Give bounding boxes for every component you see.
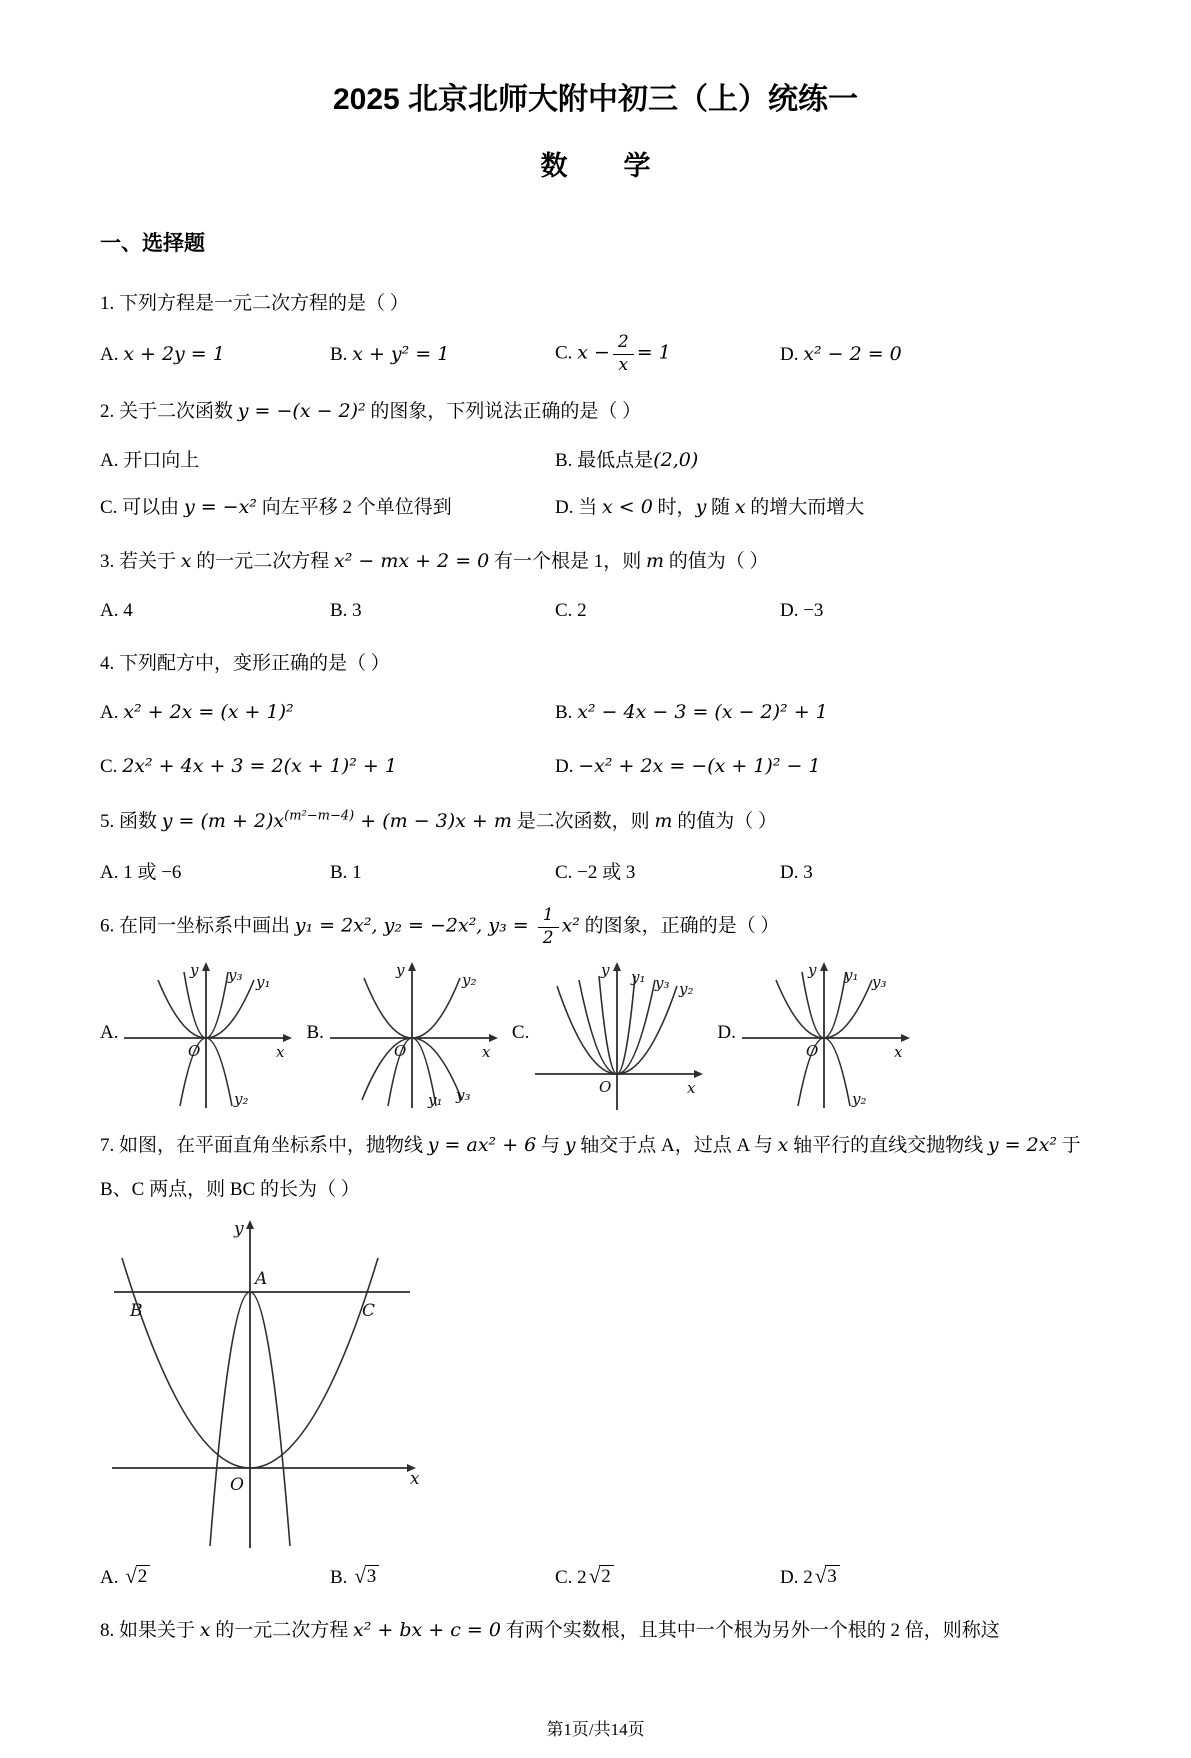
text-segment: 的值为（ ）: [672, 810, 777, 832]
curve-label: y₁: [256, 973, 271, 992]
radical: [815, 1565, 840, 1589]
curve-label: y₃: [655, 974, 670, 993]
text-segment: C. 2: [555, 1566, 587, 1588]
text-segment: 轴平行的直线交抛物线: [788, 1135, 988, 1157]
q2-options-row2: [100, 491, 1091, 524]
q2-option-d: [555, 491, 1091, 524]
q3-options: [100, 594, 1091, 627]
text-segment: x² − 4x − 3 = (x − 2)² + 1: [577, 701, 828, 724]
text-segment: 7. 如图，在平面直角坐标系中，抛物线: [100, 1135, 428, 1157]
x-axis-arrow: [694, 1070, 703, 1078]
q6-graph-b: [306, 960, 497, 1110]
x-axis-arrow: [901, 1034, 910, 1042]
text-segment: C. 2: [555, 599, 587, 621]
q1-option-b: [330, 338, 555, 371]
origin-label: O: [393, 1042, 407, 1061]
radical: [125, 1565, 150, 1589]
q1-option-c: [555, 334, 780, 375]
q2-option-b: [555, 444, 1091, 477]
q6-graph-c-label: C.: [511, 1022, 530, 1044]
x-label: x: [481, 1043, 491, 1062]
q1-stem: [100, 287, 1091, 320]
q4-option-a: [100, 696, 555, 729]
text-segment: 于 B、C 两点，则 BC 的长为（ ）: [100, 1135, 1081, 1200]
curve-label: y₁: [427, 1091, 443, 1110]
text-segment: 是二次函数，则: [511, 810, 655, 832]
curve-label: y₂: [234, 1090, 249, 1109]
text-segment: x: [777, 1134, 789, 1157]
q4-options-row2: [100, 750, 1091, 783]
x-label: x: [410, 1468, 420, 1489]
y-axis-arrow: [613, 962, 621, 971]
q5-stem: [100, 805, 1091, 838]
text-segment: y₁ = 2x², y₂ = −2x², y₃ =: [294, 915, 535, 938]
x-label: x: [687, 1079, 696, 1098]
y-axis-arrow: [202, 962, 210, 971]
q7-figure-wrap: [100, 1216, 1091, 1551]
text-segment: 4. 下列配方中，变形正确的是（ ）: [100, 653, 390, 675]
text-segment: 向左平移 2 个单位得到: [256, 497, 452, 519]
point-c-label: C: [362, 1300, 376, 1321]
point-a-label: A: [255, 1268, 268, 1289]
text-segment: 6. 在同一坐标系中画出: [100, 916, 295, 938]
q2-options-row1: [100, 444, 1091, 477]
q1-options: [100, 334, 1091, 375]
radical: [589, 1565, 614, 1589]
text-segment: x + y² = 1: [352, 342, 450, 365]
text-segment: x² − 2 = 0: [803, 342, 902, 365]
text-segment: x + 2y = 1: [123, 342, 225, 365]
text-segment: x² + bx + c = 0: [353, 1618, 501, 1641]
curve-label: y₃: [455, 1086, 471, 1105]
q1-option-d: [780, 338, 1091, 371]
q7-option-d: [780, 1561, 1091, 1594]
text-segment: 时，: [652, 497, 696, 519]
x-axis-arrow: [489, 1034, 498, 1042]
text-segment: y = −(x − 2)²: [237, 399, 366, 422]
q4-option-b: [555, 696, 1091, 729]
q3-option-d: [780, 594, 1091, 627]
q4-option-c: [100, 750, 555, 783]
q7-option-b: [330, 1561, 555, 1594]
radicand: 2: [136, 1565, 151, 1589]
text-segment: x² + 2x = (x + 1)²: [123, 701, 294, 724]
text-segment: D.: [780, 343, 804, 365]
curve-label: y₁: [843, 966, 859, 985]
text-segment: x: [199, 1618, 211, 1641]
text-segment: A.: [100, 343, 124, 365]
text-segment: 的一元二次方程: [191, 550, 334, 572]
q7-stem: [100, 1124, 1091, 1211]
q5-option-a: [100, 856, 330, 889]
text-segment: 的增大而增大: [745, 497, 865, 519]
text-segment: y = (m + 2)x: [161, 809, 285, 832]
origin-label: O: [599, 1078, 612, 1097]
y-label: y: [601, 961, 610, 980]
fraction: $\frac{1}{2}$: [538, 907, 559, 948]
text-segment: B.: [330, 343, 353, 365]
text-segment: (m²−m−4): [284, 808, 355, 824]
text-segment: x < 0: [601, 496, 653, 519]
text-segment: m: [646, 549, 665, 572]
q6-graph-b-label: B.: [306, 1022, 324, 1044]
text-segment: A.: [100, 1566, 124, 1588]
text-segment: 的图象，正确的是（ ）: [579, 916, 780, 938]
text-segment: x: [734, 496, 746, 519]
q7-options: [100, 1561, 1091, 1594]
q4-options-row1: [100, 696, 1091, 729]
q2-stem: [100, 395, 1091, 428]
q6-graph-a-figure: [120, 960, 292, 1110]
radical-icon: √: [354, 1563, 366, 1588]
text-segment: (2,0): [653, 449, 699, 472]
text-segment: 3. 若关于: [100, 550, 181, 572]
fraction: $\frac{2}{x}$: [613, 334, 634, 375]
curve-label: y₂: [461, 971, 477, 990]
text-segment: 1. 下列方程是一元二次方程的是（ ）: [100, 293, 409, 314]
text-segment: 8. 如果关于: [100, 1619, 200, 1641]
text-segment: y = −x²: [183, 496, 257, 519]
text-segment: y = 2x²: [987, 1134, 1058, 1157]
text-segment: C.: [100, 755, 123, 777]
q6-stem: [100, 907, 1091, 948]
text-segment: C.: [555, 342, 578, 364]
text-segment: y = ax² + 6: [427, 1134, 537, 1157]
text-segment: x: [180, 549, 192, 572]
q7-option-c: [555, 1561, 780, 1594]
y-label: y: [807, 961, 817, 980]
text-segment: 有两个实数根，且其中一个根为另外一个根的 2 倍，则称这: [500, 1619, 1000, 1641]
x-axis-arrow: [283, 1034, 292, 1042]
text-segment: A. 1 或 −6: [100, 862, 182, 884]
q7-option-a: [100, 1561, 330, 1594]
q6-graph-d-label: D.: [717, 1022, 736, 1044]
text-segment: 随: [706, 497, 735, 519]
origin-label: O: [805, 1042, 819, 1061]
curve-label: y₃: [871, 973, 887, 992]
y-label: y: [190, 961, 199, 980]
section-heading: 一、选择题: [100, 232, 205, 255]
q8-stem: [100, 1614, 1091, 1647]
q6-graph-c: [512, 960, 703, 1110]
q6-graphs: [100, 960, 1091, 1110]
text-segment: + (m − 3)x + m: [354, 809, 512, 832]
q4-option-d: [555, 750, 1091, 783]
subject-title: 数学: [540, 151, 707, 181]
text-segment: B.: [330, 1566, 353, 1588]
q6-graph-a-label: A.: [100, 1022, 119, 1044]
text-segment: 与: [536, 1135, 565, 1157]
text-segment: D.: [555, 755, 579, 777]
text-segment: 的一元二次方程: [210, 1619, 353, 1641]
text-segment: y: [695, 496, 707, 519]
point-b-label: B: [130, 1300, 143, 1321]
text-segment: 的图象，下列说法正确的是（ ）: [365, 400, 642, 422]
text-segment: 有一个根是 1，则: [489, 550, 647, 572]
q4-stem: [100, 647, 1091, 680]
origin-label: O: [230, 1474, 244, 1495]
text-segment: 轴交于点 A，过点 A 与: [575, 1135, 778, 1157]
y-axis-arrow: [820, 962, 828, 971]
y-axis-arrow: [408, 962, 416, 971]
curve-label: y₂: [679, 980, 694, 999]
y-axis-arrow: [246, 1220, 254, 1229]
q2-option-a: [100, 444, 555, 477]
text-segment: 的值为（ ）: [664, 550, 769, 572]
text-segment: A.: [100, 702, 124, 724]
radical-icon: √: [588, 1563, 601, 1588]
text-segment: B. 3: [330, 599, 362, 621]
text-segment: C. −2 或 3: [555, 862, 636, 884]
x-label: x: [276, 1043, 285, 1062]
q3-stem: [100, 545, 1091, 578]
text-segment: −x² + 2x = −(x + 1)² − 1: [578, 754, 821, 777]
q2-option-c: [100, 491, 555, 524]
radicand: 3: [825, 1565, 840, 1589]
q6-graph-b-figure: [326, 960, 498, 1110]
text-segment: x²: [561, 915, 580, 938]
q5-option-c: [555, 856, 780, 889]
q5-option-d: [780, 856, 1091, 889]
q3-option-a: [100, 594, 330, 627]
radicand: 2: [599, 1565, 614, 1589]
page-title: 2025 北京北师大附中初三（上）统练一: [332, 83, 859, 116]
y-label: y: [234, 1218, 244, 1239]
text-segment: 5. 函数: [100, 810, 162, 832]
curve-label: y₁: [631, 968, 646, 987]
origin-label: O: [188, 1042, 201, 1061]
q3-option-c: [555, 594, 780, 627]
curve-label: y₃: [228, 966, 243, 985]
text-segment: D. −3: [780, 599, 824, 621]
text-segment: A. 4: [100, 599, 133, 621]
q5-options: [100, 856, 1091, 889]
text-segment: m: [654, 809, 673, 832]
radical-icon: √: [125, 1563, 137, 1588]
curve-label: y₂: [851, 1090, 867, 1109]
radical-icon: √: [814, 1563, 827, 1588]
q1-option-a: [100, 338, 330, 371]
radicand: 3: [365, 1565, 380, 1589]
radical: [354, 1565, 379, 1589]
page-footer: 第1页/共14页: [546, 1720, 645, 1739]
y-label: y: [395, 961, 405, 980]
x-label: x: [893, 1043, 903, 1062]
q6-graph-c-figure: [531, 960, 703, 1110]
text-segment: C. 可以由: [100, 497, 184, 519]
text-segment: B.: [555, 702, 578, 724]
text-segment: B. 1: [330, 862, 362, 884]
text-segment: y: [564, 1134, 576, 1157]
q6-graph-a: [100, 960, 292, 1110]
text-segment: 2x² + 4x + 3 = 2(x + 1)² + 1: [122, 754, 397, 777]
q6-graph-d-figure: [738, 960, 910, 1110]
exam-page: [0, 74, 1191, 1647]
q3-option-b: [330, 594, 555, 627]
text-segment: x −: [577, 341, 610, 364]
text-segment: A. 开口向上: [100, 450, 200, 472]
q5-option-b: [330, 856, 555, 889]
q7-figure: [100, 1216, 420, 1551]
text-segment: = 1: [636, 341, 671, 364]
text-segment: D. 2: [780, 1566, 813, 1588]
q6-graph-d: [717, 960, 909, 1110]
text-segment: 2. 关于二次函数: [100, 400, 238, 422]
text-segment: D. 3: [780, 862, 813, 884]
text-segment: B. 最低点是: [555, 450, 654, 472]
text-segment: D. 当: [555, 497, 602, 519]
text-segment: x² − mx + 2 = 0: [334, 549, 490, 572]
